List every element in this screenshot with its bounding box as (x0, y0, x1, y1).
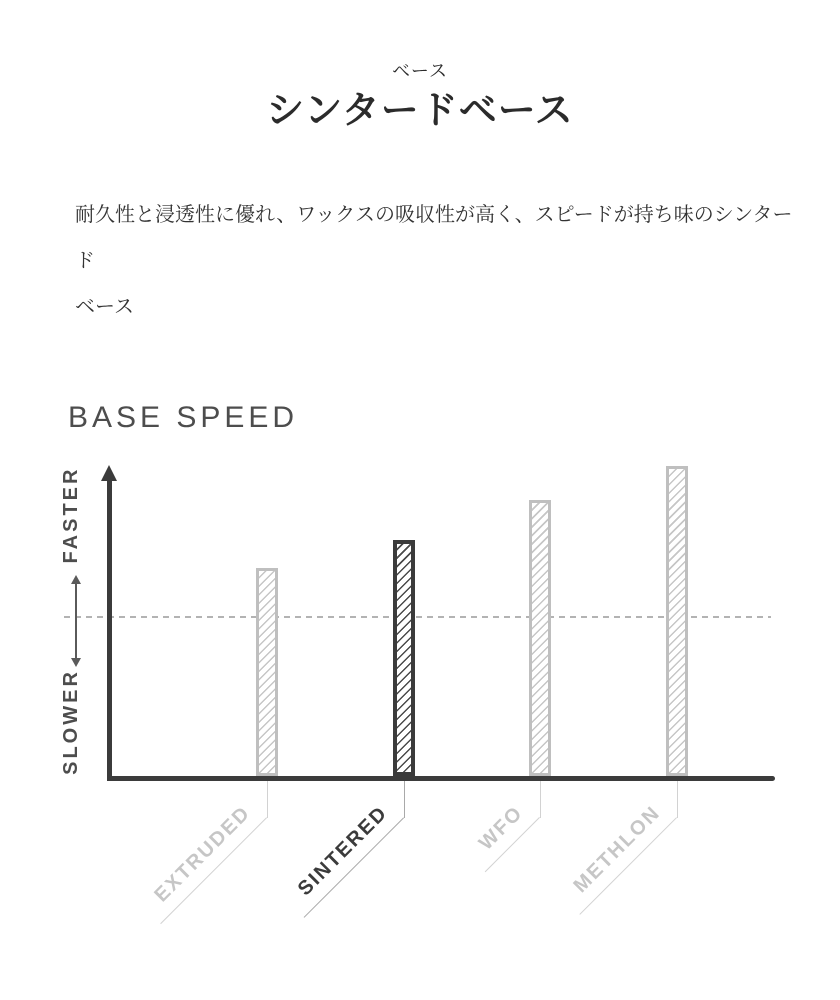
bar-extruded (256, 568, 278, 776)
category-label-sintered: SINTERED (282, 796, 404, 918)
leader-line-extruded (267, 781, 269, 818)
title-ruby: ベース (391, 61, 449, 81)
leader-line-sintered (404, 781, 406, 818)
midline-dashed (64, 616, 771, 618)
chart-title: BASE SPEED (68, 401, 299, 434)
description-line-1: 耐久性と浸透性に優れ、ワックスの吸収性が高く、スピードが持ち味のシンタード (75, 204, 793, 272)
leader-line-wfo (540, 781, 542, 818)
bar-sintered (393, 540, 415, 776)
category-label-methlon: METHLON (558, 796, 677, 915)
bar-wfo (529, 500, 551, 776)
category-label-extruded: EXTRUDED (139, 796, 267, 924)
page-title: シンタードベース (266, 90, 574, 132)
x-axis-line (107, 776, 775, 781)
y-axis-line (107, 480, 112, 781)
axis-label-faster: FASTER (60, 466, 82, 564)
category-label-wfo: WFO (464, 796, 540, 872)
y-axis-arrow-icon (101, 465, 117, 481)
description-line-2: ベース (75, 296, 134, 318)
speed-range-arrow (75, 583, 77, 659)
leader-line-methlon (677, 781, 679, 818)
axis-label-slower: SLOWER (60, 669, 82, 775)
bar-methlon (666, 466, 688, 776)
